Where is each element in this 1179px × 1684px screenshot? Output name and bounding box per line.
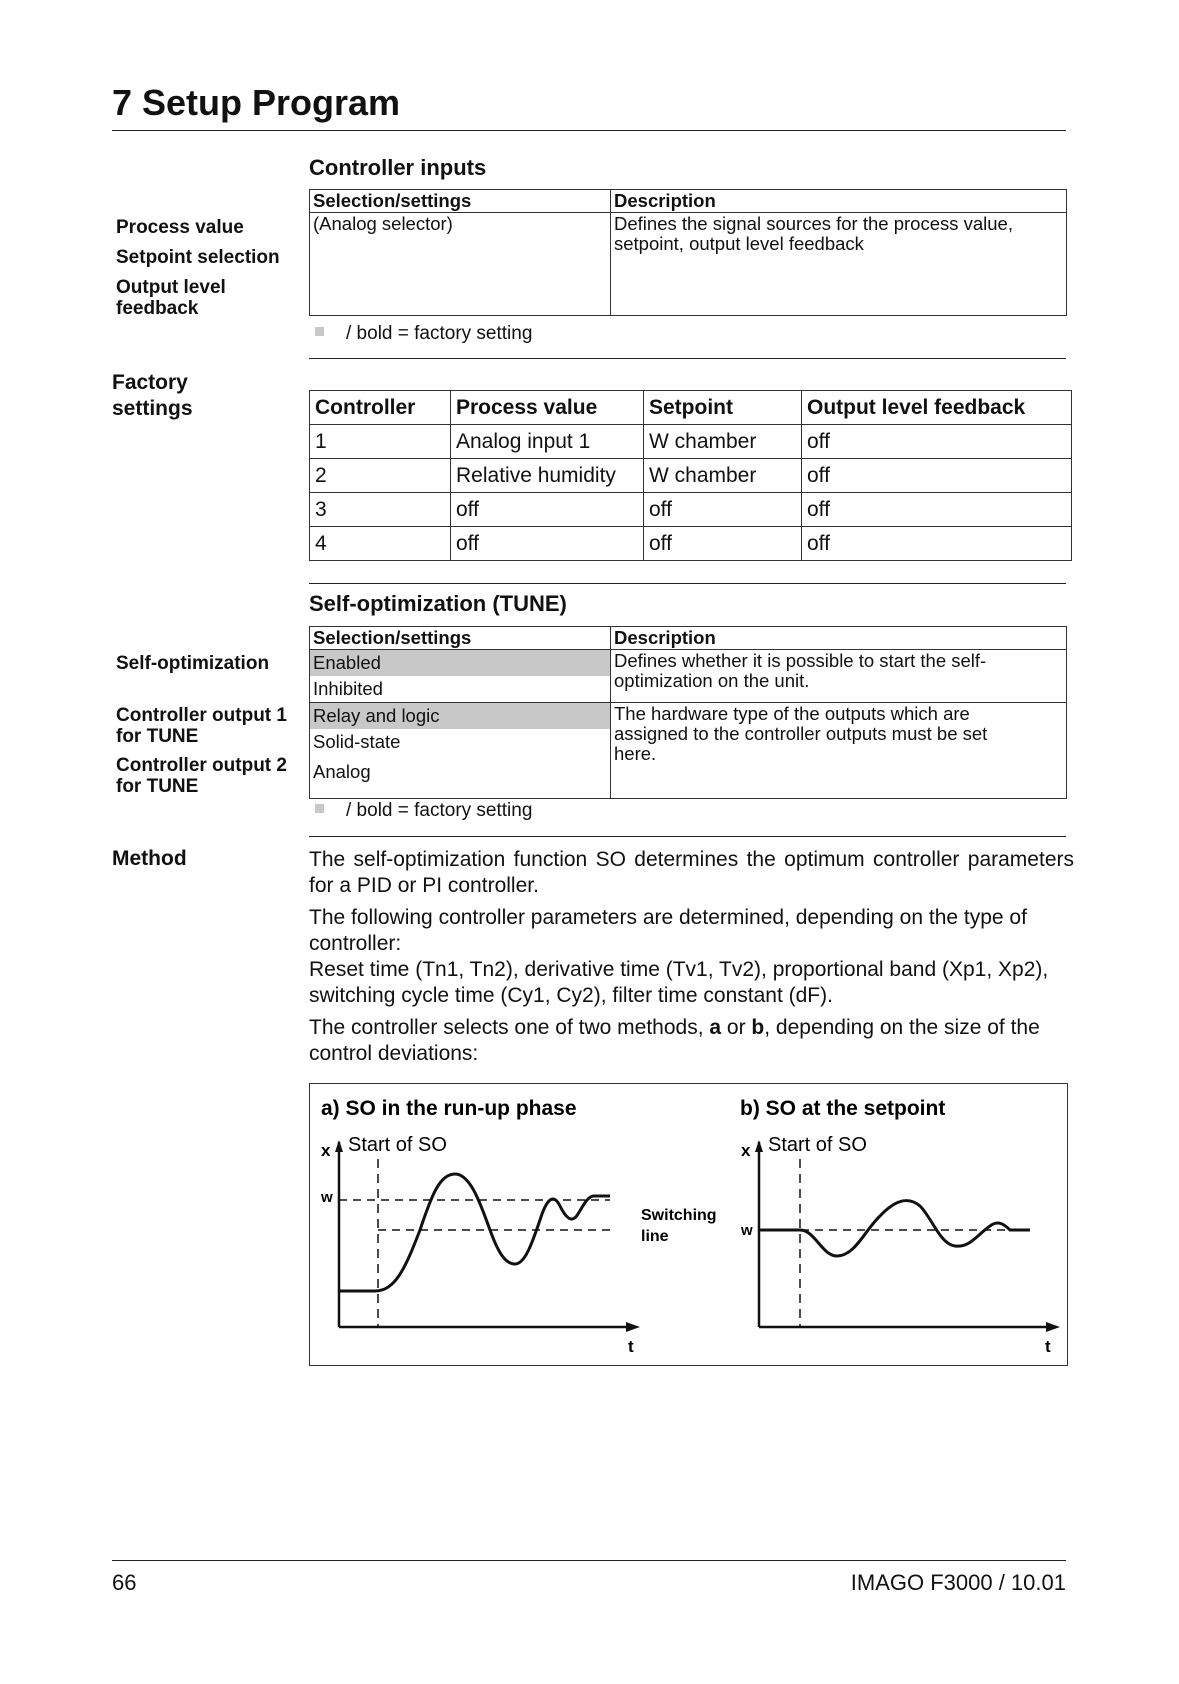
cell: 1 bbox=[310, 425, 451, 459]
option-enabled: Enabled bbox=[310, 650, 610, 676]
cell: Relative humidity bbox=[451, 459, 644, 493]
cell: off bbox=[802, 425, 1072, 459]
response-curve-a bbox=[339, 1174, 610, 1291]
chapter-title: 7 Setup Program bbox=[112, 82, 401, 123]
text: The controller selects one of two methods, bbox=[309, 1016, 710, 1039]
self-optimization-options bbox=[310, 650, 611, 703]
table-header-row bbox=[310, 391, 1072, 425]
table-header-row bbox=[310, 190, 1067, 213]
t-axis-arrow-b bbox=[1046, 1322, 1060, 1332]
text-bold-b: b bbox=[751, 1016, 765, 1039]
method-paragraph-1: The self-optimization function SO determines the optimum controller parameters for a PID or PI controller. bbox=[309, 848, 1074, 897]
method-paragraph-2b: Reset time (Tn1, Tn2), derivative time (Tv1, Tv2), proportional band (Xp1, Xp2), switching cycle time (Cy1, Cy2), filter time constant (dF). bbox=[309, 958, 1049, 1007]
side-label-process-value: Process value bbox=[116, 217, 244, 238]
table-row bbox=[310, 213, 1067, 316]
legend bbox=[315, 800, 532, 822]
so-figure bbox=[309, 1083, 1068, 1366]
document-id: IMAGO F3000 / 10.01 bbox=[850, 1570, 1066, 1595]
tune-table bbox=[309, 626, 1067, 799]
factory-settings-table bbox=[309, 390, 1072, 561]
start-label-a: Start of SO bbox=[348, 1134, 447, 1156]
section-rule bbox=[309, 836, 1066, 837]
table-row bbox=[310, 493, 1072, 527]
page-number: 66 bbox=[112, 1570, 137, 1595]
side-label-controller-output-1: Controller output 1 for TUNE bbox=[116, 705, 287, 747]
controller-inputs-table bbox=[309, 189, 1067, 316]
cell: off bbox=[644, 527, 802, 561]
side-label-setpoint-selection: Setpoint selection bbox=[116, 247, 280, 268]
method-paragraph-2a: The following controller parameters are determined, depending on the type of controller: bbox=[309, 906, 1027, 955]
description-analog: Defines the signal sources for the process value, setpoint, output level feedback bbox=[611, 213, 1067, 316]
table-row bbox=[310, 703, 1067, 799]
side-label-output-level-feedback: Output level feedback bbox=[116, 277, 226, 319]
table-row bbox=[310, 425, 1072, 459]
t-axis-label-b: t bbox=[1045, 1337, 1051, 1356]
text-bold-a: a bbox=[709, 1016, 722, 1039]
cell: Analog input 1 bbox=[451, 425, 644, 459]
legend bbox=[315, 323, 532, 345]
t-axis-arrow-a bbox=[626, 1322, 640, 1332]
header-output-level-feedback: Output level feedback bbox=[802, 391, 1072, 425]
figure-title-b: b) SO at the setpoint bbox=[740, 1097, 946, 1120]
text: or bbox=[721, 1016, 752, 1039]
w-label-a: w bbox=[321, 1189, 333, 1206]
side-label-controller-output-2: Controller output 2 for TUNE bbox=[116, 755, 287, 797]
x-axis-label-a: x bbox=[321, 1141, 331, 1160]
header-description: Description bbox=[611, 627, 1067, 650]
w-label-b: w bbox=[741, 1222, 753, 1239]
so-diagram bbox=[310, 1084, 1067, 1365]
table-header-row bbox=[310, 627, 1067, 650]
option-relay-and-logic: Relay and logic bbox=[310, 703, 610, 729]
header-setpoint: Setpoint bbox=[644, 391, 802, 425]
controller-output-description: The hardware type of the outputs which are assigned to the controller outputs must be set here. bbox=[611, 703, 1067, 799]
t-axis-label-a: t bbox=[628, 1337, 634, 1356]
cell: off bbox=[644, 493, 802, 527]
controller-inputs-title: Controller inputs bbox=[309, 155, 487, 180]
cell: off bbox=[802, 459, 1072, 493]
start-label-b: Start of SO bbox=[768, 1134, 867, 1156]
footer-rule bbox=[112, 1560, 1066, 1561]
switching-label-2: line bbox=[641, 1228, 669, 1245]
legend-square-icon bbox=[315, 327, 324, 336]
self-optimization-description: Defines whether it is possible to start the self-optimization on the unit. bbox=[611, 650, 1067, 703]
tune-title: Self-optimization (TUNE) bbox=[309, 591, 567, 616]
legend-square-icon bbox=[315, 804, 324, 813]
cell: off bbox=[802, 493, 1072, 527]
section-rule bbox=[309, 583, 1066, 584]
section-rule bbox=[309, 358, 1066, 359]
option-solid-state: Solid-state bbox=[313, 731, 401, 752]
text: , depending on the size of the control deviations: bbox=[309, 1016, 1040, 1065]
header-selection: Selection/settings bbox=[310, 190, 611, 213]
header-selection: Selection/settings bbox=[310, 627, 611, 650]
legend-text: / bold = factory setting bbox=[346, 800, 533, 821]
factory-settings-label: Factory settings bbox=[112, 371, 193, 420]
side-label-self-optimization: Self-optimization bbox=[116, 653, 270, 674]
option-inhibited: Inhibited bbox=[313, 678, 383, 699]
cell: off bbox=[451, 493, 644, 527]
cell: 2 bbox=[310, 459, 451, 493]
cell: off bbox=[802, 527, 1072, 561]
figure-title-a: a) SO in the run-up phase bbox=[321, 1097, 577, 1120]
x-axis-label-b: x bbox=[741, 1141, 751, 1160]
header-process-value: Process value bbox=[451, 391, 644, 425]
controller-output-options bbox=[310, 703, 611, 799]
switching-label-1: Switching bbox=[641, 1207, 717, 1224]
header-description: Description bbox=[611, 190, 1067, 213]
table-row bbox=[310, 650, 1067, 703]
option-analog: Analog bbox=[313, 761, 371, 782]
y-axis-arrow-b bbox=[755, 1140, 763, 1152]
cell: 4 bbox=[310, 527, 451, 561]
method-label: Method bbox=[112, 847, 187, 870]
cell: W chamber bbox=[644, 425, 802, 459]
cell: off bbox=[451, 527, 644, 561]
y-axis-arrow-a bbox=[335, 1140, 343, 1152]
header-rule bbox=[112, 130, 1066, 131]
legend-text: / bold = factory setting bbox=[346, 323, 533, 344]
table-row bbox=[310, 459, 1072, 493]
method-paragraph-3 bbox=[309, 1015, 1074, 1067]
cell: W chamber bbox=[644, 459, 802, 493]
selection-analog: (Analog selector) bbox=[310, 213, 611, 316]
header-controller: Controller bbox=[310, 391, 451, 425]
table-row bbox=[310, 527, 1072, 561]
cell: 3 bbox=[310, 493, 451, 527]
